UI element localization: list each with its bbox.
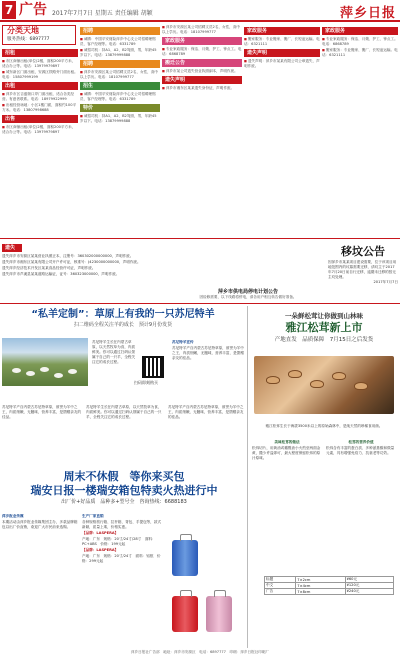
sheep-shape xyxy=(54,373,63,378)
section-header-hiring-2: 招聘 xyxy=(80,60,160,68)
section-header-housekeeping-3: 家政服务 xyxy=(322,27,398,35)
classified-item: ■ 萍乡市区吉盛街口岸门面出租，适合各类经营。有意者联系。电话：18979922999 xyxy=(2,92,78,102)
blue-suitcase-image xyxy=(172,540,198,576)
notice-line: 遗失萍乡市湘东区某某有限公司开户许可证，核准号：J4230000000000，声明作废。 xyxy=(2,260,141,264)
column-divider xyxy=(247,306,248,648)
section-header-enroll: 招生 xyxy=(80,82,160,90)
section-divider-2 xyxy=(0,303,400,304)
sheep-ad-title: “私羊定制”：草原上有我的一只苏尼特羊 xyxy=(31,309,215,320)
table-cell: ¥60元 xyxy=(345,577,393,583)
mushroom-col-a-body: 松茸切片，用黄油或橄榄油小火煎至两面金黄，撒少许盐即可，最大程度保留松茸的原汁原味。 xyxy=(252,446,321,460)
luggage-mid-column xyxy=(82,514,164,648)
sheep-shape xyxy=(68,369,77,374)
mushroom-slice xyxy=(332,372,346,380)
mushroom-col-b-body: 松茸含有丰富的蛋白质、多种氨基酸和微量元素，具有增强免疫力、抗衰老等功效。 xyxy=(326,446,395,455)
section-divider xyxy=(0,238,400,239)
classified-item: ■ 萍乡市湘东区某某遗失身份证，声明作废。 xyxy=(162,86,242,91)
sheep-shape xyxy=(12,368,21,373)
mushroom-photo xyxy=(254,356,394,414)
section-header-housekeeping-2: 家政服务 xyxy=(244,27,320,35)
mushroom-col-a xyxy=(252,440,322,570)
sheep-grassland-photo xyxy=(2,338,88,386)
luggage-ad-subtitle: 出厂价+好品质 品种多+型号全 咨询热线：6688183 xyxy=(61,499,187,505)
sheep-shape xyxy=(40,367,49,372)
notice-line: 遗失萍乡市芦溪县某某道路运输证，证号：360323000000，声明作废。 xyxy=(2,272,120,276)
classified-item: ■ 诚聘：中国平安财险萍乡中心支公司招聘理赔员、客户经理等。电话：6331789 xyxy=(80,92,160,102)
classified-item: ■ 搬家服务：专业搬家、搬厂、长短途运输。电话：6321111 xyxy=(322,48,398,58)
classified-item: ■ 诚招司机：持A1、A2、B2驾照，男，年龄45岁以下。电话：13879999888 xyxy=(80,48,160,58)
classified-item: ■ 城东新区门面出租，安源区铁路旁门面出租。电话：15807999199 xyxy=(2,70,78,80)
section-name: 广告 xyxy=(19,2,47,18)
table-cell: 广告 xyxy=(265,589,296,595)
sheep-ad-subtitle: 扫二维码全程关注羊的成长 预计9月份发货 xyxy=(73,322,173,328)
classified-column-1 xyxy=(2,47,78,237)
public-notice-title: 移坟公告 xyxy=(341,245,385,258)
mushroom-slice xyxy=(266,376,280,384)
mushroom-ad-subtitle: 产地直发 品质保障 7月15日之后发货 xyxy=(274,337,374,343)
classified-item: ■ 萍乡市某公司遗失营业执照副本，声明作废。 xyxy=(162,69,242,74)
classified-column-4 xyxy=(244,25,320,237)
classified-item: ■ 萍乡市安源区某公司招聘文员2名，女性，高中以上学历。电话：18107999777 xyxy=(162,25,242,35)
luggage-ad-title-2: 瑞安日报一楼瑞安箱包特卖火热进行中 xyxy=(30,484,218,497)
sheep-shape xyxy=(26,371,35,376)
public-notice-body: 因萍乡市某某项目建设需要，位于该项目用地范围内的坟墓需要迁移，请坟主于2017年7月20日前自行迁移，逾期未迁移的按无主坟处理。 xyxy=(328,260,397,279)
table-cell: 标题 xyxy=(265,577,296,583)
mushroom-ad-title-2: 雅江松茸新上市 xyxy=(285,321,363,334)
classified-phone: 服务热线：6897777 xyxy=(7,37,50,42)
sheep-ad-body: 苏尼特羊生长在内蒙古草原，以天然牧草为食，肉质鲜美。你可以通过扫码认领属于自己的一只羊，全程关注它的成长过程。 xyxy=(92,340,136,364)
section-header-rent: 招租 xyxy=(2,49,78,57)
ad-rate-table xyxy=(264,576,394,595)
masthead xyxy=(0,0,400,22)
issue-date: 2017年7月7日 星期五 责任编辑 胡颖 xyxy=(52,10,153,17)
mushroom-ad-title-1: 一朵鲜松茸让你做到山林味 xyxy=(285,312,363,320)
table-cell: 7×8cm xyxy=(296,589,345,595)
luggage-brand-a-body: 产地：广东 规格：20寸/24寸/28寸 面料：PC+ABS 价格：199元起 xyxy=(82,537,156,546)
qr-code-icon[interactable] xyxy=(142,356,164,378)
mushroom-col-b-heading: 松茸的营养价值 xyxy=(348,440,374,444)
public-notice-box xyxy=(328,244,398,284)
notice-line: 遗失萍乡经济技术开发区某某食品经营许可证，声明作废。 xyxy=(2,266,96,270)
qr-caption: 扫码即刻购买 xyxy=(134,380,158,385)
mushroom-col-b xyxy=(326,440,396,570)
luggage-item-body: 各种规格旅行箱、拉杆箱、背包、手提包等，款式新颖，质量上乘，价格实惠。 xyxy=(82,520,162,529)
classified-column-2 xyxy=(80,25,160,237)
classified-item: ■ 萍乡市安源区某公司招聘文员2名，女性，高中以上学历。电话：18107999777 xyxy=(80,70,160,80)
lost-notice-header: 遗失 xyxy=(2,244,22,252)
classified-item: ■ 出租经营场地：小区1楼门面，面积约100平方米。电话：13807998688 xyxy=(2,103,78,113)
page-number: 7 xyxy=(2,1,16,19)
classified-item: ■ 专业家政服务：保洁、月嫂、护工、钟点工。电话：6868789 xyxy=(162,47,242,57)
classified-item: ■ 专业家政服务：保洁、月嫂、护工、钟点工。电话：6868789 xyxy=(322,37,398,47)
table-cell: 7×2cm xyxy=(296,577,345,583)
classified-title: 分类天地 xyxy=(7,26,39,35)
classified-item: ■ 遗失声明：萍乡市某某有限公司公章遗失，声明作废。 xyxy=(244,59,320,69)
public-notice-date: 2017年7月7日 xyxy=(373,280,398,284)
page-footer: 萍乡日报社广告部 地址：萍乡市安源区 电话：6897777 印刷：萍乡日报社印刷厂 xyxy=(130,650,270,654)
sheep-article-left: 苏尼特羊产自内蒙古苏尼特草原，被誉为羊中之王，肉质细嫩，无膻味，营养丰富，是馈赠亲友的佳品。 xyxy=(2,405,82,419)
mushroom-col-a-heading: 美味松茸的做法 xyxy=(274,440,300,444)
sheep-side-body: 苏尼特羊产自内蒙古苏尼特草原，被誉为羊中之王，肉质细嫩，无膻味，营养丰富，是馈赠亲友的佳品。 xyxy=(172,346,244,360)
mushroom-caption: 雅江松茸生长于海拔3500米以上的原始森林中，是纯天然的珍稀食用菌。 xyxy=(265,424,383,428)
mushroom-slice xyxy=(310,380,324,388)
red-suitcase-image xyxy=(172,596,198,632)
section-header-housekeeping: 家政服务 xyxy=(162,37,242,45)
classified-item: ■ 市区商铺出租(单位)2楼，面积200平方米，适合办公等。电话：13979979897 xyxy=(2,59,78,69)
luggage-item-heading: 生产厂家直销 xyxy=(82,514,104,518)
section-header-hiring: 招聘 xyxy=(80,27,160,35)
sheep-article-mid: 苏尼特羊生长在内蒙古草原，以天然牧草为食，肉质鲜美。你可以通过扫码认领属于自己的一只羊，全程关注它的成长过程。 xyxy=(86,405,162,419)
luggage-ad-title-1: 周末不休假 等你来买包 xyxy=(63,470,185,483)
luggage-left-column xyxy=(2,514,78,648)
mushroom-slice xyxy=(288,370,302,378)
table-cell: 7×4cm xyxy=(296,583,345,589)
section-header-lost-2: 遗失声明 xyxy=(244,49,320,57)
mushroom-slice xyxy=(354,382,368,390)
pink-suitcase-image xyxy=(206,596,232,632)
announcement-title: 萍乡市供电局停电计划公告 xyxy=(217,289,278,295)
table-cell: 中文 xyxy=(265,583,296,589)
classified-item: ■ 诚招司机：持A1、A2、B2驾照，男，年龄45岁以下。电话：13879999888 xyxy=(80,114,160,124)
notice-line: 遗失萍乡市安源区某某营业执照正本，注册号：360302000000000，声明作废。 xyxy=(2,254,134,258)
luggage-left-body: 本期活动由萍乡报业传媒集团主办，多款品牌箱包以出厂价直销，欢迎广大市民前来选购。 xyxy=(2,520,78,529)
section-header-sale: 出售 xyxy=(2,115,78,123)
classified-header-box xyxy=(2,25,76,45)
section-header-lost: 遗失声明 xyxy=(162,76,242,84)
announcement-line: 因检修需要，以下线路将停电，请各用户相互转告做好准备。 xyxy=(199,295,297,299)
luggage-left-heading: 萍乡报业传媒 xyxy=(2,514,24,518)
sheep-advertisement xyxy=(2,308,244,404)
classified-column-3 xyxy=(162,25,242,237)
newspaper-logo: 萍乡日报 xyxy=(339,6,396,21)
classified-item: ■ 搬家服务：专业搬家、搬厂、长短途运输。电话：6321111 xyxy=(244,37,320,47)
table-cell: ¥240元 xyxy=(345,589,393,595)
table-row xyxy=(265,589,394,595)
section-header-lease: 出租 xyxy=(2,82,78,90)
classified-item: ■ 诚聘：中国平安财险萍乡中心支公司招聘理赔员、客户经理等。电话：6331789 xyxy=(80,37,160,47)
sheep-side-heading: 苏尼特羊宣传 xyxy=(172,340,194,344)
section-header-special: 特价 xyxy=(80,104,160,112)
luggage-brand-b-body: 产地：广东 规格：20寸/24寸 面料：铝框 价格：299元起 xyxy=(82,554,161,563)
section-header-relocation: 搬迁公告 xyxy=(162,59,242,67)
sheep-ad-side xyxy=(172,340,244,400)
announcement-strip xyxy=(170,288,326,300)
sheep-article-right: 苏尼特羊产自内蒙古苏尼特草原，被誉为羊中之王，肉质细嫩，无膻味，营养丰富，是馈赠亲友的佳品。 xyxy=(168,405,244,419)
mushroom-advertisement xyxy=(250,312,398,422)
classified-column-5 xyxy=(322,25,398,237)
table-cell: ¥120元 xyxy=(345,583,393,589)
classified-item: ■ 市区商铺出租(单位)2楼，面积200平方米，适合办公等。电话：13979979897 xyxy=(2,125,78,135)
luggage-brand-a: 【品牌：LASPERA】 xyxy=(82,531,119,535)
luggage-brand-b: 【品牌：LASPERA】 xyxy=(82,548,119,552)
